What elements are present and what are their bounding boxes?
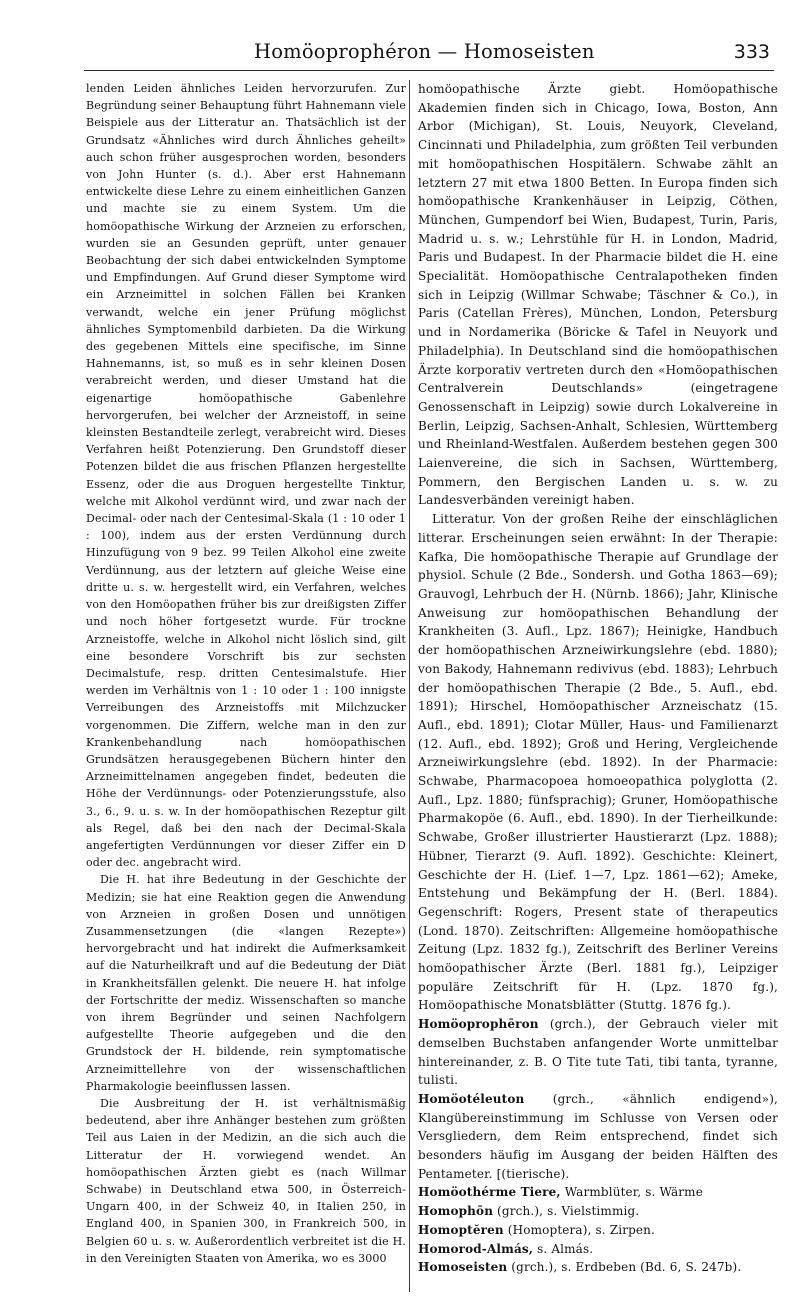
right-column [418,80,778,1277]
page-number: 333 [733,41,770,63]
body-paragraph: Die H. hat ihre Bedeutung in der Geschichte der Medizin; sie hat eine Reaktion gegen die Anwendung von Arzneien in großen Dosen und unnötigen Zusammensetzungen (die «langen Rezepte») hervorgebracht und hat indirekt die Aufmerksamkeit auf die Naturheilkraft und auf die Bedeutung der Diät in Krankheitsfällen gelenkt. Die neuere H. hat infolge der Fortschritte der mediz. Wissenschaften so manche von ihrem Begründer und seinen Nachfolgern aufgestellte Theorie aufgegeben und die den Grundstock der H. bildende, rein symptomatische Arzneimittellehre von der wissenschaftlichen Pharmakologie beeinflussen lassen. [86,873,406,1093]
dictionary-entry [418,1202,778,1221]
page-header [84,36,774,71]
literature-paragraph: Litteratur. Von der großen Reihe der einschläglichen litterar. Erscheinungen seien erwähnt: In der Therapie: Kafka, Die homöopathische Therapie auf Grundlage der physiol. Schule (2 Bde., Sondersh. und Gotha 1863—69); Grauvogl, Lehrbuch der H. (Nürnb. 1866); Jahr, Klinische Anweisung zur homöopathischen Behandlung der Krankheiten (3. Aufl., Lpz. 1867); Heinigke, Handbuch der homöopathischen Arzneiwirkungslehre (ebd. 1880); von Bakody, Hahnemann redivivus (ebd. 1883); Lehrbuch der homöopathischen Therapie (2 Bde., 5. Aufl., ebd. 1891); Hirschel, Homöopathischer Arzneischatz (15. Aufl., ebd. 1891); Clotar Müller, Haus- und Familienarzt (12. Aufl., ebd. 1892); Groß und Hering, Vergleichende Arzneiwirkungslehre (ebd. 1892). In der Pharmacie: Schwabe, Pharmacopoea homoeopathica polyglotta (2. Aufl., Lpz. 1880; fünfsprachig); Gruner, Homöopathische Pharmakopöe (6. Aufl., ebd. 1890). In der Tierheilkunde: Schwabe, Großer illustrierter Haustierarzt (Lpz. 1888); Hübner, Tierarzt (9. Aufl. 1892). Geschichte: Kleinert, Geschichte der H. (Lief. 1—7, Lpz. 1861—62); Ameke, Entstehung und Bekämpfung der H. (Berl. 1884). Gegenschrift: Rogers, Present state of therapeutics (Lond. 1870). Zeitschriften: Allgemeine homöopathische Zeitung (Lpz. 1832 fg.), Zeitschrift des Berliner Vereins homöopathischer Ärzte (Berl. 1881 fg.), Leipziger populäre Zeitschrift für H. (Lpz. 1870 fg.), Homöopathische Monatsblätter (Stuttg. 1876 fg.). [418,512,778,1013]
body-paragraph: Die Ausbreitung der H. ist verhältnismäßig bedeutend, aber ihre Anhänger bestehen zum größten Teil aus Laien in der Medizin, an die sich auch die Litteratur der H. vorwiegend wendet. An homöopathischen Ärzten giebt es (nach Willmar Schwabe) in Deutschland etwa 500, in Österreich-Ungarn 400, in der Schweiz 40, in Italien 250, in England 400, in Spanien 300, in Frankreich 500, in Belgien 60 u. s. w. Außerordentlich verbreitet ist die H. in den Vereinigten Staaten von Amerika, wo es 3000 [86,1096,406,1265]
entry-headword: Homöothérme Tiere, [418,1185,561,1200]
entry-text: (grch., «ähnlich endigend»), Klangübereinstimmung im Schlusse von Versen oder Versgliedern, dem Reim entsprechend, findet sich besonders häufig im Ausgang der beiden Hälften des Pentameter. [(tierische). [418,1091,778,1181]
column-divider [409,80,410,1292]
left-column [86,80,406,1267]
entry-text: (grch.), s. Vielstimmig. [493,1204,640,1219]
entry-text: (grch.), der Gebrauch vieler mit demselben Buchstaben anfangender Worte unmittelbar hintereinander, z. B. O Tite tute Tati, tibi tanta, tyranne, tulisti. [418,1017,778,1088]
entry-headword: Homoptĕren [418,1222,504,1237]
dictionary-entry [418,1240,778,1259]
running-title: Homöoprophéron — Homoseisten [254,40,595,63]
entry-headword: Homophōn [418,1204,494,1219]
entry-headword: Homoseisten [418,1260,508,1275]
entry-headword: Homöoprophēron [418,1017,539,1032]
entry-headword: Homorod-Almás, [418,1241,534,1256]
dictionary-entry [418,1183,778,1202]
entry-text: (grch.), s. Erdbeben (Bd. 6, S. 247b). [507,1260,742,1275]
dictionary-entry [418,1090,778,1184]
entry-text: s. Almás. [533,1241,594,1256]
dictionary-entry [418,1221,778,1240]
entry-text: Warmblüter, s. Wärme [560,1185,703,1200]
body-paragraph: homöopathische Ärzte giebt. Homöopathische Akademien finden sich in Chicago, Iowa, Boston, Ann Arbor (Michigan), St. Louis, Neuyork, Cleveland, Cincinnati und Philadelphia, zum größten Teil verbunden mit homöopathischen Hospitälern. Schwabe zählt an letztern 27 mit etwa 1800 Betten. In Europa finden sich homöopathische Krankenhäuser in Leipzig, Cöthen, München, Gumpendorf bei Wien, Budapest, Turin, Paris, Madrid u. s. w.; Lehrstühle für H. in London, Madrid, Paris und Budapest. In der Pharmacie bildet die H. eine Specialität. Homöopathische Centralapotheken finden sich in Leipzig (Willmar Schwabe; Täschner & Co.), in Paris (Catellan Frères), München, London, Petersburg und in Nordamerika (Böricke & Tafel in Neuyork und Philadelphia). In Deutschland sind die homöopathischen Ärzte korporativ vertreten durch den «Homöopathischen Centralverein Deutschlands» (eingetragene Genossenschaft in Leipzig) sowie durch Lokalvereine in Berlin, Leipzig, Sachsen-Anhalt, Schlesien, Württemberg und Rheinland-Westfalen. Außerdem bestehen gegen 300 Laienvereine, die sich in Sachsen, Württemberg, Pommern, den Bergischen Landen u. s. w. zu Landesverbänden vereinigt haben. [418,82,778,508]
entry-headword: Homöotéleuton [418,1091,525,1106]
body-paragraph: lenden Leiden ähnliches Leiden hervorzurufen. Zur Begründung seiner Behauptung führt Hahnemann viele Beispiele aus der Litteratur an. Thatsächlich ist der Grundsatz «Ähnliches wird durch Ähnliches geheilt» auch schon früher ausgesprochen worden, besonders von John Hunter (s. d.). Aber erst Hahnemann entwickelte diese Lehre zu einem einheitlichen Ganzen und machte sie zu einem System. Um die homöopathische Wirkung der Arzneien zu erforschen, wurden sie an Gesunden geprüft, unter genauer Beobachtung der sich dabei entwickelnden Symptome und Empfindungen. Auf Grund dieser Symptome wird ein Arzneimittel in solchen Fällen bei Kranken verwandt, welche ein jener Prüfung möglichst ähnliches Symptomenbild darbieten. Da die Wirkung des gegebenen Mittels eine specifische, im Sinne Hahnemanns, ist, so muß es in sehr kleinen Dosen verabreicht werden, und dieser Umstand hat die eigenartige homöopathische Gabenlehre hervorgerufen, bei welcher der Arzneistoff, in seine kleinsten Bestandteile zerlegt, verabreicht wird. Dieses Verfahren heißt Potenzierung. Den Grundstoff dieser Potenzen bildet die aus frischen Pflanzen hergestellte Essenz, oder die aus Droguen hergestellte Tinktur, welche mit Alkohol verdünnt wird, und zwar nach der Decimal- oder nach der Centesimal-Skala (1 : 10 oder 1 : 100), indem aus der ersten Verdünnung durch Hinzufügung von 9 bez. 99 Teilen Alkohol eine zweite Verdünnung, aus der letztern auf gleiche Weise eine dritte u. s. w. hergestellt wird, ein Verfahren, welches von den Homöopathen früher bis zur dreißigsten Ziffer und noch höher fortgesetzt wurde. Für trockne Arzneistoffe, welche in Alkohol nicht löslich sind, gilt eine besondere Vorschrift bis zur sechsten Decimalstufe, resp. dritten Centesimalstufe. Hier werden im Verhältnis von 1 : 10 oder 1 : 100 innigste Verreibungen des Arzneistoffs mit Milchzucker vorgenommen. Die Ziffern, welche man in den zur Krankenbehandlung nach homöopathischen Grundsätzen herausgegebenen Büchern hinter den Arzneimittelnamen angegeben findet, bedeuten die Höhe der Verdünnungs- oder Potenzierungsstufe, also 3., 6., 9. u. s. w. In der homöopathischen Rezeptur gilt als Regel, daß bei den nach der Decimal-Skala angefertigten Verdünnungen vor dieser Ziffer ein D oder dec. angebracht wird. [86,82,406,870]
dictionary-entry [418,1258,778,1277]
dictionary-entry [418,1015,778,1090]
entry-text: (Homoptera), s. Zirpen. [503,1222,656,1237]
